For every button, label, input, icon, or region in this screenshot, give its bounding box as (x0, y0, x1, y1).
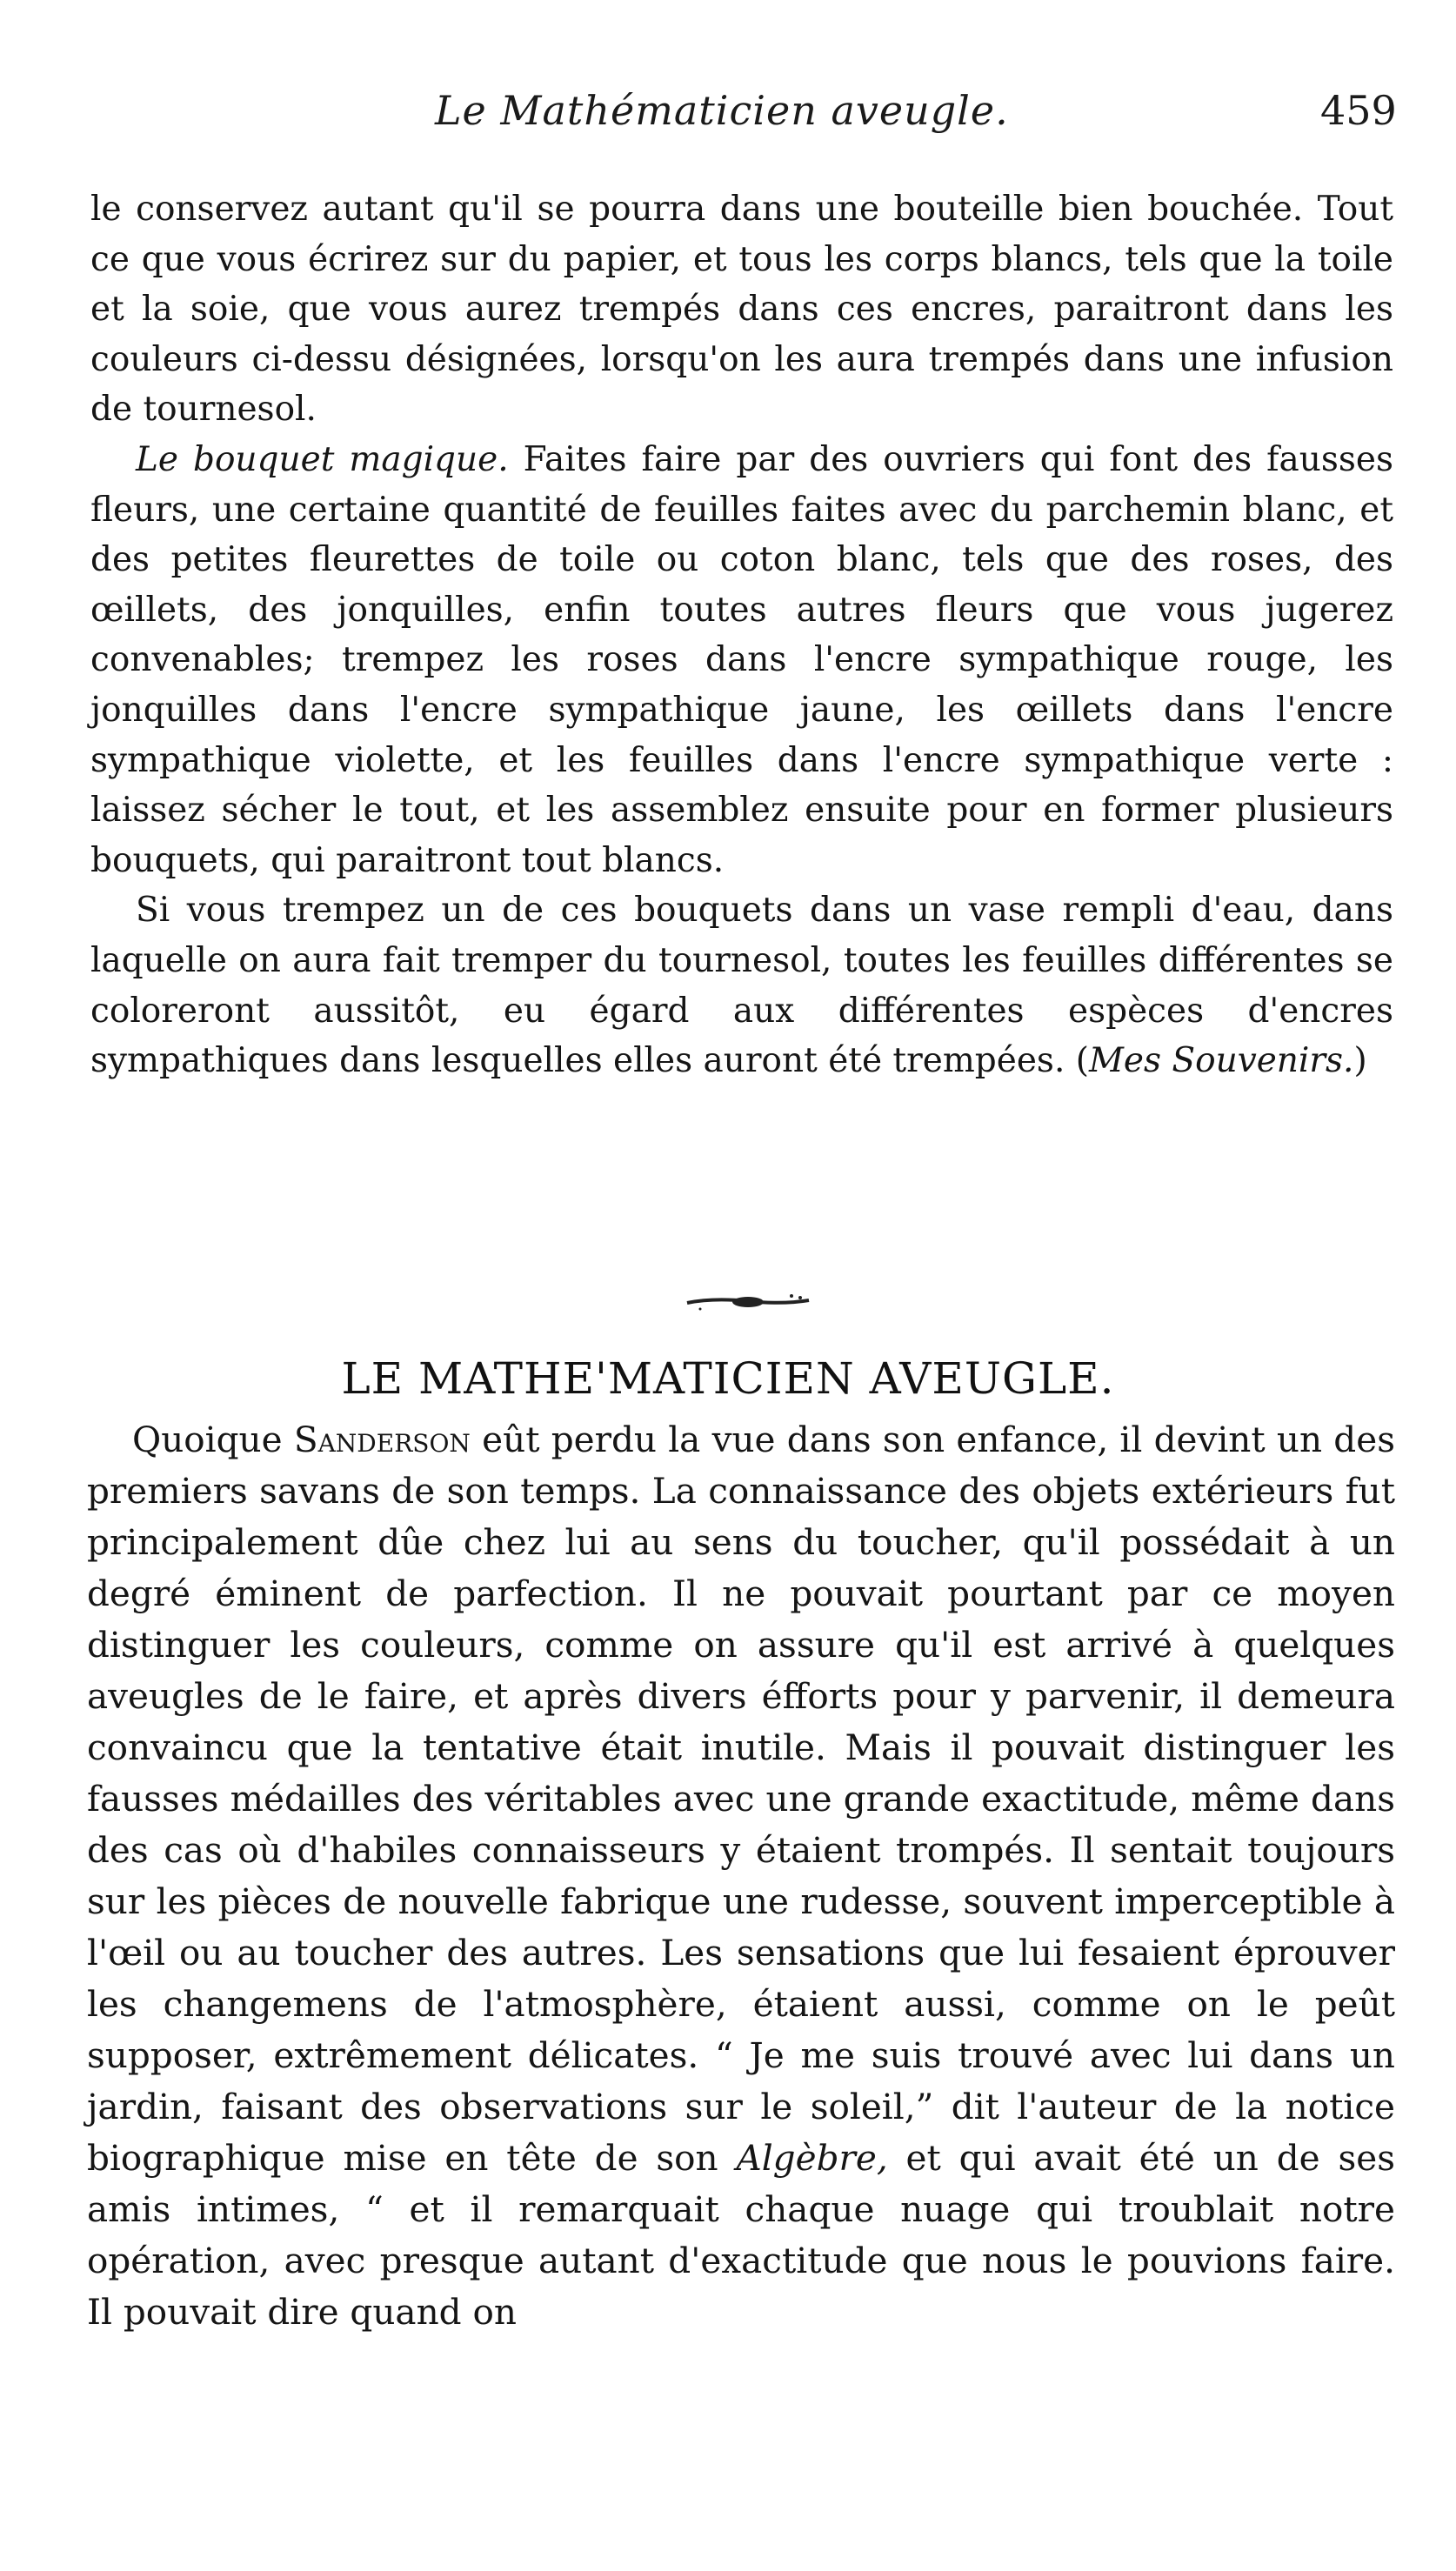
page-number: 459 (1320, 87, 1397, 134)
citation-close: ) (1353, 1041, 1367, 1081)
article-blind-mathematician (87, 1414, 1395, 2338)
paragraph: le conservez autant qu'il se pourra dans une bouteille bien bouchée. Tout ce que vous écrirez sur du papier, et tous les corps blancs, tels que la toile et la soie, que vous aurez trempés dans ces encres, paraitront dans les couleurs ci-dessu désignées, lorsqu'on les aura trempés dans une infusion de tournesol. (90, 190, 1393, 430)
running-title: Le Mathématicien aveugle. (435, 87, 1009, 134)
body-text: eût perdu la vue dans son enfance, il devint un des premiers savans de son temps. La connaissance des objets extérieurs fut principalement dûe chez lui au sens du toucher, qu'il possédait à un degré éminent de parfection. Il ne pouvait pourtant par ce moyen distinguer les couleurs, comme on assure qu'il est arrivé à quelques aveugles de le faire, et après divers éfforts pour y parvenir, il demeura convaincu que la tentative était inutile. Mais il pouvait distinguer les fausses médailles des véritables avec une grande exactitude, même dans des cas où d'habiles connaisseurs y étaient trompés. Il sentait toujours sur les pièces de nouvelle fabrique une rudesse, souvent imperceptible à l'œil ou au toucher des autres. Les sensations que lui fesaient éprouver les changemens de l'atmosphère, étaient aussi, comme on le peût supposer, extrêmement délicates. “ Je me suis trouvé avec lui dans un jardin, faisant des observations sur le soleil,” dit l'auteur de la notice biographique mise en tête de son (87, 1419, 1395, 2179)
lead-text: Quoique (132, 1419, 294, 1460)
paragraph-bouquet (90, 435, 1393, 885)
source-citation: Mes Souvenirs. (1088, 1041, 1354, 1081)
body-text-end: et qui avait été un de ses amis intimes, “ et il remarquait chaque nuage qui troublait notre opération, avec presque autant d'exactitude que nous le pouvions faire. Il pouvait dire quand on (87, 2137, 1395, 2333)
vase-body: Si vous trempez un de ces bouquets dans un vase rempli d'eau, dans laquelle on aura fait tremper du tournesol, toutes les feuilles différentes se coloreront aussitôt, eu égard aux différentes espèces d'encres sympathiques dans lesquelles elles auront été trempées. ( (90, 891, 1393, 1081)
section-title: LE MATHE'MATICIEN AVEUGLE. (341, 1353, 1115, 1404)
person-name: Sanderson (293, 1419, 471, 1460)
bouquet-heading: Le bouquet magique. (136, 439, 509, 479)
section-divider-ornament (661, 1286, 835, 1320)
article-ink-recipes (90, 184, 1393, 1086)
bouquet-body: Faites faire par des ouvriers qui font des fausses fleurs, une certaine quantité de feuilles faites avec du parchemin blanc, et des petites fleurettes de toile ou coton blanc, tels que des roses, des œillets, des jonquilles, enfin toutes autres fleurs que vous jugerez convenables; trempez les roses dans l'encre sympathique rouge, les jonquilles dans l'encre sympathique jaune, les œillets dans l'encre sympathique violette, et les feuilles dans l'encre sympathique verte : laissez sécher le tout, et les assemblez ensuite pour en former plusieurs bouquets, qui paraitront tout blancs. (90, 439, 1394, 880)
paragraph-vase (90, 885, 1393, 1085)
book-title: Algèbre, (736, 2137, 888, 2179)
paragraph-sanderson (87, 1414, 1395, 2338)
